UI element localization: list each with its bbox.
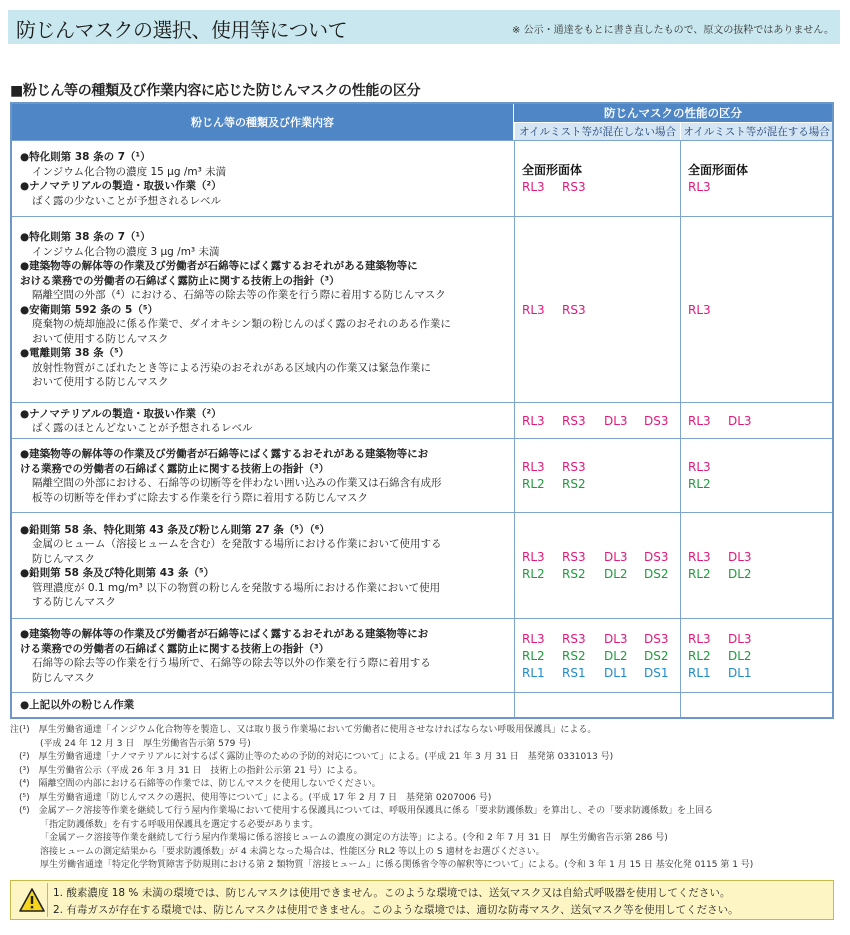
work-item-heading: ●建築物等の解体等の作業及び労働者が石綿等にばく露するおそれがある建築物等に [20,260,418,273]
mask-grade-dl3: DL3 [728,413,752,428]
mask-grade-line [688,302,728,319]
mask-grade-ds3: DS3 [644,413,669,428]
mask-grade-rs3: RS3 [562,460,586,474]
mask-grade-ds3: DS3 [644,550,669,564]
table-row [12,402,832,438]
footnotes [10,724,838,873]
mask-grade-dl1: DL1 [728,665,752,680]
work-item-detail: おいて使用する防じんマスク [32,376,169,389]
page-header [8,10,840,44]
full-facepiece-label: 全面形面体 [522,163,583,177]
column-divider [514,140,515,717]
warning-divider [47,883,48,917]
mask-grade-rs3: RS3 [562,413,586,428]
footnote-line: 厚生労働省通達「特定化学物質障害予防規則における第 2 類物質「溶接ヒューム」に係る関係省令等の解釈等について」による。(令和 3 年 1 月 15 日 基安化発 0115 第 1 号) [40,860,754,870]
mask-grade-rs3: RS3 [562,180,586,194]
work-item-heading: ける業務での労働者の石綿ばく露防止に関する技術上の指針（³） [20,462,330,475]
mask-grade-line [688,549,768,566]
work-item-detail: 防じんマスク [32,552,95,565]
footnote-line: (²) 厚生労働省通達「ナノマテリアルに対するばく露防止等のための予防的対応について」による。(平成 21 年 3 月 31 日 基発第 0331013 号) [10,752,614,762]
footnote-line: 溶接ヒュームの測定結果から「要求防護係数」が 4 未満となった場合は、性能区分 RL2 等以上の S 適材をお選びください。 [40,846,545,857]
mask-grade-rl2: RL2 [688,477,711,491]
work-item-detail: 隔離空間の外部における、石綿等の切断等を伴わない囲い込みの作業又は石綿含有成形 [32,477,442,489]
table-row [12,140,832,216]
mask-grade-dl3: DL3 [604,413,628,428]
work-item-heading: ●安衛則第 592 条の 5（⁵） [20,303,158,316]
footnote-line: 注(¹) 厚生労働省通達「インジウム化合物等を製造し、又は取り扱う作業場において労働者に使用させなければならない呼吸用保護具」による。 [10,725,597,735]
mask-class-with-oil-mist [688,302,728,319]
mask-grade-rs3: RS3 [562,550,586,564]
work-item-detail: 放射性物質がこぼれたとき等による汚染のおそれがある区域内の作業又は緊急作業に [32,361,431,374]
mask-class-with-oil-mist [688,413,768,430]
mask-grade-line [522,302,604,319]
work-item-detail: ばく露の少ないことが予想されるレベル [32,194,221,207]
mask-grade-dl3: DL3 [604,631,628,646]
work-item-heading: ●鉛則第 58 条、特化則第 43 条及び粉じん則第 27 条（⁵）（⁶） [20,523,330,536]
work-item-detail: 金属のヒューム（溶接ヒュームを含む）を発散する場所における作業において使用する [32,538,442,550]
mask-grade-rl2: RL2 [522,567,545,581]
mask-grade-line [522,179,604,196]
mask-class-with-oil-mist [688,631,768,682]
table-row [12,692,832,717]
work-description [20,627,508,685]
mask-grade-line [688,648,768,665]
mask-grade-rs3: RS3 [562,302,586,317]
work-item-detail: 防じんマスク [32,671,95,684]
warning-triangle-icon [19,888,45,912]
mask-class-no-oil-mist [522,459,604,493]
mask-class-with-oil-mist [688,162,748,196]
work-item-detail: 管理濃度が 0.1 mg/m³ 以下の物質の粉じんを発散する場所における作業において使用 [32,581,441,594]
full-facepiece-label: 全面形面体 [688,163,749,177]
mask-grade-rl3: RL3 [688,460,711,474]
mask-grade-line [522,476,604,493]
mask-grade-dl2: DL2 [728,648,752,663]
mask-grade-dl2: DL2 [604,648,628,663]
warning-toxic-gas: 2. 有毒ガスが存在する環境では、防じんマスクは使用できません。このような環境では、適切な防毒マスク、送気マスク等を使用してください。 [53,904,739,916]
work-item-detail: 廃棄物の焼却施設に係る作業で、ダイオキシン類の粉じんのばく露のおそれのある作業に [32,318,451,331]
warning-oxygen: 1. 酸素濃度 18 % 未満の環境では、防じんマスクは使用できません。このような環境では、送気マスク又は自給式呼吸器を使用してください。 [53,887,731,899]
work-description [20,407,508,436]
work-description [20,230,508,390]
mask-grade-rl3: RL3 [522,180,545,194]
work-item-heading: ●特化則第 38 条の 7（¹） [20,151,151,163]
mask-grade-dl3: DL3 [604,550,628,564]
mask-class-no-oil-mist [522,302,604,319]
work-description [20,698,508,713]
footnote-line: (⁵) 厚生労働省通達「防じんマスクの選択、使用等について」による。(平成 17 年 2 月 7 日 基発第 0207006 号) [10,792,492,803]
mask-grade-line [688,413,768,430]
mask-grade-dl1: DL1 [604,665,628,680]
work-item-detail: 板等の切断等を伴わずに除去する作業を行う際に着用する防じんマスク [32,491,368,504]
mask-grade-line [522,459,604,476]
mask-grade-rl2: RL2 [688,648,711,663]
mask-grade-rs2: RS2 [562,567,586,581]
mask-grade-rl2: RL2 [522,648,545,663]
table-row [12,216,832,402]
work-item-detail: ばく露のほとんどないことが予想されるレベル [32,422,253,434]
work-item-heading: ●ナノマテリアルの製造・取扱い作業（²） [20,407,222,420]
mask-grade-rs1: RS1 [562,665,586,680]
work-item-heading: ●上記以外の粉じん作業 [20,699,135,712]
mask-grade-rl2: RL2 [688,567,711,581]
work-item-heading: ●電離則第 38 条（⁵） [20,347,130,360]
mask-grade-line [522,648,684,665]
mask-grade-rl3: RL3 [522,631,545,646]
table-row [12,512,832,618]
column-divider [680,140,681,717]
source-note: ※ 公示・通達をもとに書き直したもので、原文の抜粋ではありません。 [512,25,834,36]
mask-class-no-oil-mist [522,549,684,583]
mask-grade-ds1: DS1 [644,665,669,680]
mask-class-no-oil-mist [522,162,604,196]
mask-grade-ds2: DS2 [644,567,669,581]
footnote-line: 「指定防護係数」を有する呼吸用保護具を選定する必要があります。 [40,819,319,830]
col-header-no-oil-mist: オイルミスト等が混在しない場合 [514,122,680,140]
work-item-detail: 隔離空間の外部（⁴）における、石綿等の除去等の作業を行う際に着用する防じんマスク [32,289,446,302]
mask-grade-rs2: RS2 [562,648,586,663]
work-item-heading: ●特化則第 38 条の 7（¹） [20,231,151,244]
mask-grade-line [522,631,684,648]
mask-grade-dl2: DL2 [604,567,628,581]
mask-class-with-oil-mist [688,549,768,583]
mask-grade-ds3: DS3 [644,631,669,646]
work-item-heading: おける業務での労働者の石綿ばく露防止に関する技術上の指針（³） [20,274,340,287]
footnote-line: (⁴) 隔離空間の内部における石綿等の作業では、防じんマスクを使用しないでください。 [10,779,381,789]
page-title: 防じんマスクの選択、使用等について [16,18,348,42]
work-item-detail: 石綿等の除去等の作業を行う場所で、石綿等の除去等以外の作業を行う際に着用する [32,657,431,669]
mask-grade-rl3: RL3 [522,550,545,564]
mask-grade-line [688,631,768,648]
footnote-line: (平成 24 年 12 月 3 日 厚生労働省告示第 579 号) [40,738,251,749]
work-item-detail: インジウム化合物の濃度 3 μg /m³ 未満 [32,245,220,258]
mask-grade-line [688,665,768,682]
mask-grade-rs3: RS3 [562,631,586,646]
mask-grade-rl1: RL1 [688,665,711,680]
work-item-detail: おいて使用する防じんマスク [32,332,169,345]
footnote-line: (³) 厚生労働省公示（平成 26 年 3 月 31 日 技術上の指針公示第 21 号）による。 [10,765,363,776]
mask-grade-line [688,459,728,476]
work-description [20,523,508,610]
work-description [20,150,508,208]
table-row [12,618,832,692]
mask-grade-dl3: DL3 [728,550,752,564]
mask-grade-rl3: RL3 [522,302,545,317]
col-header-with-oil-mist: オイルミスト等が混在する場合 [680,122,832,140]
footnote-line: 「金属アーク溶接等作業を継続して行う屋内作業場に係る溶接ヒュームの濃度の測定の方法等」による。(令和 2 年 7 月 31 日 厚生労働省告示第 286 号) [40,833,668,843]
mask-class-no-oil-mist [522,413,684,430]
work-item-detail: する防じんマスク [32,596,116,608]
work-item-heading: ●建築物等の解体等の作業及び労働者が石綿等にばく露するおそれがある建築物等にお [20,628,429,640]
mask-grade-line [522,413,684,430]
mask-grade-line [688,476,728,493]
work-item-heading: ける業務での労働者の石綿ばく露防止に関する技術上の指針（³） [20,642,330,655]
mask-grade-line [688,566,768,583]
work-item-heading: ●ナノマテリアルの製造・取扱い作業（²） [20,180,222,192]
mask-grade-rl2: RL2 [522,477,545,491]
work-description [20,447,508,505]
mask-grade-line [522,566,684,583]
mask-grade-rl3: RL3 [522,413,545,428]
footnote-line: (⁶) 金属アーク溶接等作業を継続して行う屋内作業場において使用する保護具については、呼吸用保護具に係る「要求防護係数」を算出し、その「要求防護係数」を上回る [10,806,714,816]
mask-grade-rs2: RS2 [562,477,586,491]
warning-box [10,880,834,920]
mask-grade-dl3: DL3 [728,631,752,646]
mask-class-no-oil-mist [522,631,684,682]
col-header-work: 粉じん等の種類及び作業内容 [12,104,514,140]
mask-grade-line [522,665,684,682]
work-item-heading: ●鉛則第 58 条及び特化則第 43 条（⁵） [20,567,215,579]
mask-grade-line [688,179,748,196]
mask-grade-dl2: DL2 [728,567,752,581]
mask-grade-line [522,549,684,566]
mask-performance-table [10,102,834,719]
mask-grade-ds2: DS2 [644,648,669,663]
mask-grade-rl3: RL3 [688,631,711,646]
mask-grade-rl3: RL3 [688,302,711,317]
work-item-detail: インジウム化合物の濃度 15 μg /m³ 未満 [32,165,227,178]
mask-class-with-oil-mist [688,459,728,493]
section-title: ■粉じん等の種類及び作業内容に応じた防じんマスクの性能の区分 [10,83,421,99]
table-row [12,438,832,512]
mask-grade-rl3: RL3 [688,413,711,428]
mask-grade-rl3: RL3 [522,460,545,474]
mask-grade-rl3: RL3 [688,180,711,194]
col-header-mask-class: 防じんマスクの性能の区分 [514,104,832,122]
work-item-heading: ●建築物等の解体等の作業及び労働者が石綿等にばく露するおそれがある建築物等にお [20,448,429,460]
mask-grade-rl3: RL3 [688,550,711,564]
mask-grade-rl1: RL1 [522,665,545,680]
